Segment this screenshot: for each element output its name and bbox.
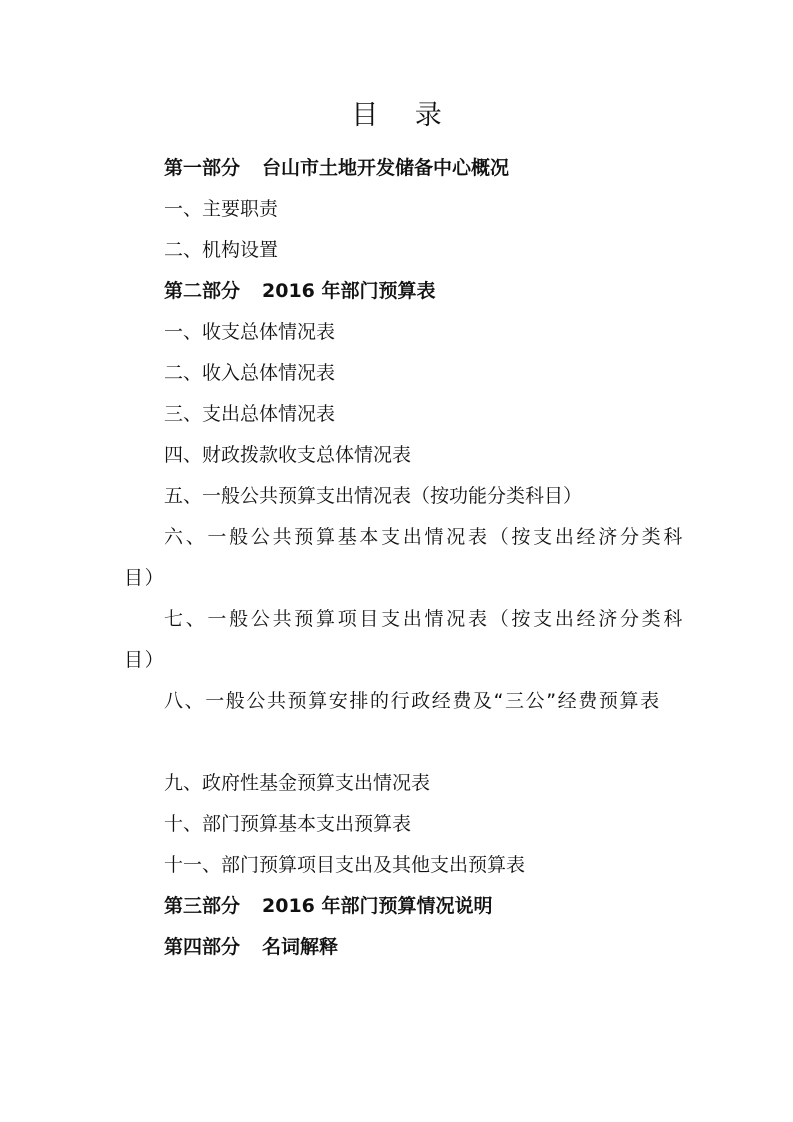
toc-item-2-1: 一、收支总体情况表 <box>164 321 336 343</box>
table-of-contents <box>124 148 684 968</box>
toc-item-2-11: 十一、部门预算项目支出及其他支出预算表 <box>164 854 526 876</box>
toc-item-2-5: 五、一般公共预算支出情况表（按功能分类科目） <box>164 485 583 507</box>
toc-item-2-3: 三、支出总体情况表 <box>164 403 336 425</box>
toc-part-2-label: 第二部分 <box>164 280 241 302</box>
toc-part-3-text: 2016 年部门预算情况说明 <box>262 895 493 917</box>
page-title: 目 录 <box>351 100 456 131</box>
toc-part-1-label: 第一部分 <box>164 157 241 179</box>
toc-item-2-10: 十、部门预算基本支出预算表 <box>164 813 412 835</box>
toc-part-2 <box>124 271 684 312</box>
toc-part-1 <box>124 148 684 189</box>
toc-item-2-2: 二、收入总体情况表 <box>164 362 336 384</box>
toc-part-3-label: 第三部分 <box>164 895 241 917</box>
toc-item-1-1: 一、主要职责 <box>164 198 279 220</box>
toc-part-4-label: 第四部分 <box>164 936 241 958</box>
toc-item-2-9: 九、政府性基金预算支出情况表 <box>164 772 431 794</box>
toc-item-1-2: 二、机构设置 <box>164 239 279 261</box>
toc-part-3 <box>124 886 684 927</box>
toc-item-2-7: 七、一般公共预算项目支出情况表（按支出经济分类科目） <box>124 608 684 671</box>
toc-part-1-text: 台山市土地开发储备中心概况 <box>262 157 510 179</box>
toc-item-2-8: 八、一般公共预算安排的行政经费及“三公”经费预算表 <box>164 690 661 712</box>
toc-part-4-text: 名词解释 <box>262 936 339 958</box>
toc-part-2-text: 2016 年部门预算表 <box>262 280 436 302</box>
toc-item-2-4: 四、财政拨款收支总体情况表 <box>164 444 412 466</box>
toc-item-2-6: 六、一般公共预算基本支出情况表（按支出经济分类科目） <box>124 526 684 589</box>
toc-part-4 <box>124 927 684 968</box>
